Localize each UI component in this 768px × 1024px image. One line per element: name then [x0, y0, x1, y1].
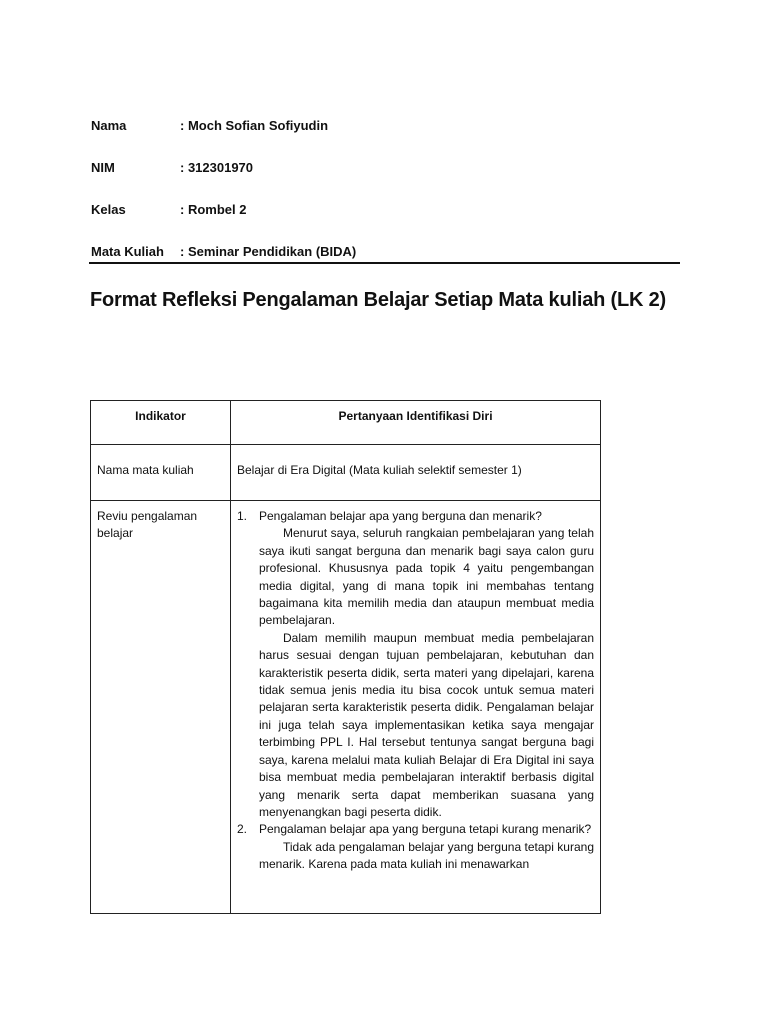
content-cell [231, 501, 601, 914]
header-indikator: Indikator [91, 401, 231, 445]
info-label-nama: Nama [91, 118, 127, 133]
question-item [237, 508, 594, 821]
info-value-nama: : Moch Sofian Sofiyudin [180, 118, 329, 133]
table-row [91, 445, 601, 501]
answer-paragraph: Tidak ada pengalaman belajar yang berguna tetapi kurang menarik. Karena pada mata kuliah ini menawarkan [259, 839, 594, 872]
table-row [91, 501, 601, 914]
info-value-mata-kuliah: : Seminar Pendidikan (BIDA) [180, 244, 357, 259]
question-text: Pengalaman belajar apa yang berguna tetapi kurang menarik? [259, 822, 592, 837]
reflection-table [90, 400, 601, 914]
question-number: 2. [237, 822, 248, 837]
header-divider [89, 262, 680, 264]
document-title: Format Refleksi Pengalaman Belajar Setiap Mata kuliah (LK 2) [90, 289, 666, 311]
info-label-nim: NIM [91, 160, 115, 175]
question-item [237, 821, 594, 873]
info-value-kelas: : Rombel 2 [180, 202, 247, 217]
info-value-nim: : 312301970 [180, 160, 254, 175]
table-header-row [91, 401, 601, 445]
header-pertanyaan: Pertanyaan Identifikasi Diri [231, 401, 601, 445]
indicator-cell: Nama mata kuliah [91, 445, 231, 501]
question-text: Pengalaman belajar apa yang berguna dan menarik? [259, 509, 542, 523]
answer-paragraph: Dalam memilih maupun membuat media pembelajaran harus sesuai dengan tujuan pembelajaran, kebutuhan dan karakteristik peserta didik, serta materi yang dipelajari, karena tidak semua jenis media itu bisa cocok untuk semua materi pelajaran serta karakteristik peserta didik. Pengalaman belajar ini juga telah saya implementasikan ketika saya mengajar terbimbing PPL I. Hal tersebut tentunya sangat berguna bagi saya, karena melalui mata kuliah Belajar di Era Digital ini saya bisa membuat media pembelajaran interaktif berbasis digital yang menarik serta dapat memberikan suasana yang menyenangkan bagi peserta didik. [259, 630, 594, 819]
answer-paragraph: Menurut saya, seluruh rangkaian pembelajaran yang telah saya ikuti sangat berguna dan menarik bagi saya calon guru profesional. Khususnya pada topik 4 yaitu pengembangan media digital, yang di mana topik ini membahas tentang bagaimana kita memilih media dan ataupun membuat media pembelajaran. [259, 526, 594, 628]
indicator-cell: Reviu pengalaman belajar [91, 501, 231, 914]
info-label-kelas: Kelas [91, 202, 126, 217]
info-label-mata-kuliah: Mata Kuliah [91, 244, 164, 259]
question-number: 1. [237, 509, 248, 523]
content-cell: Belajar di Era Digital (Mata kuliah selektif semester 1) [231, 445, 601, 501]
